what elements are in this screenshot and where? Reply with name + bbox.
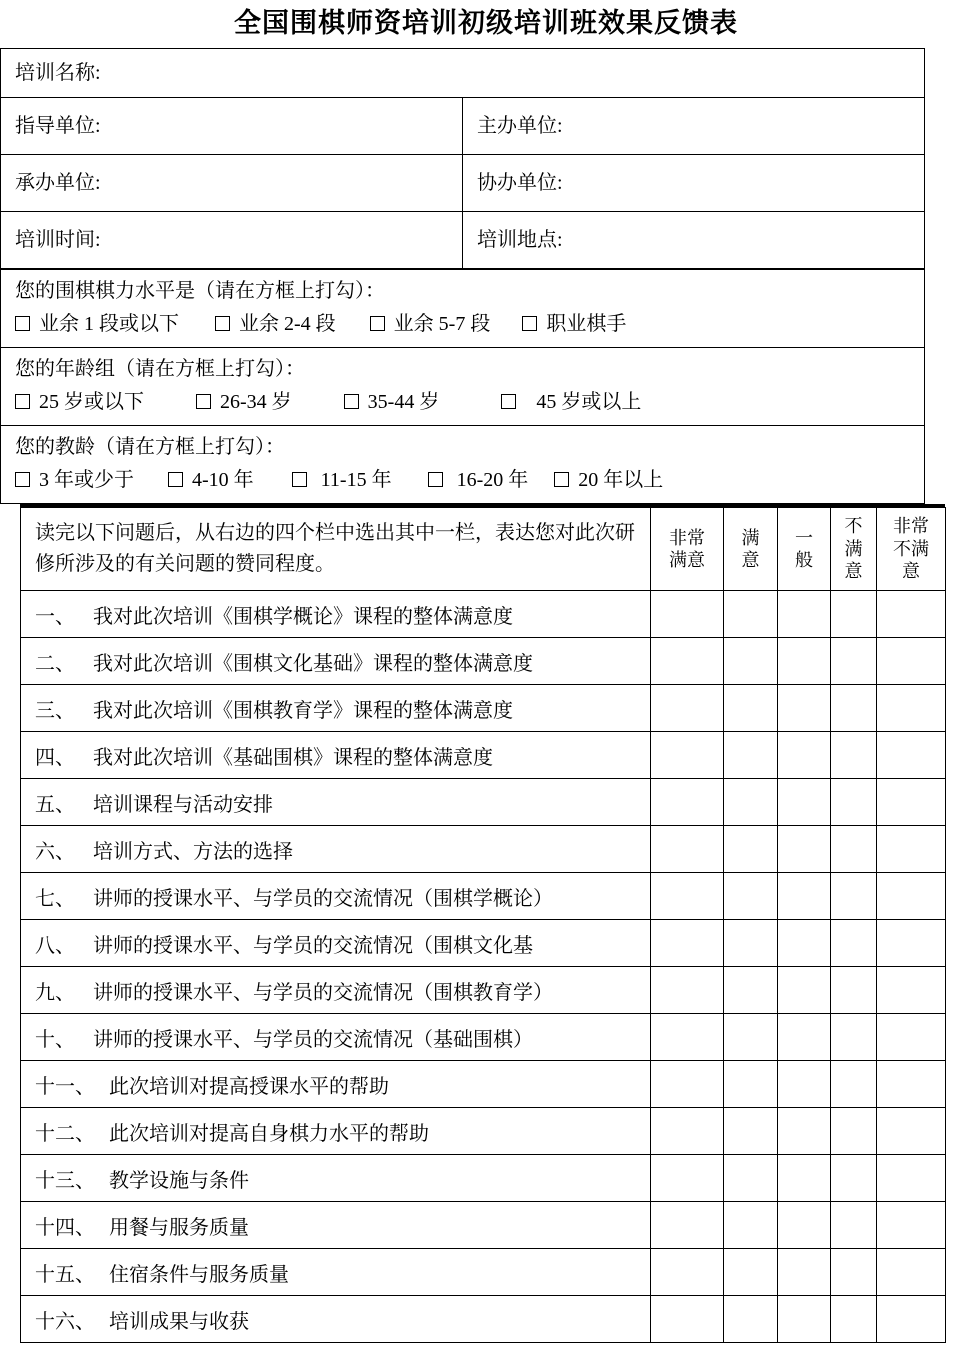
question-cell [21, 967, 651, 1014]
column-label-line: 非常 [669, 527, 705, 548]
answer-cell-dissatisfied[interactable] [831, 967, 877, 1014]
checkbox-option-years-3[interactable] [428, 464, 529, 496]
rating-table-header-row [21, 508, 946, 591]
answer-cell-very-dissatisfied[interactable] [877, 1202, 946, 1249]
rating-column-very-dissatisfied [877, 508, 946, 591]
answer-cell-average[interactable] [778, 920, 831, 967]
checkbox-icon[interactable] [522, 316, 537, 331]
answer-cell-average[interactable] [778, 638, 831, 685]
table-row [21, 1155, 946, 1202]
table-row [1, 49, 925, 98]
question-text: 讲师的授课水平、与学员的交流情况（围棋学概论） [93, 887, 553, 910]
checkbox-option-years-2[interactable] [292, 464, 392, 496]
rating-table [20, 507, 946, 1343]
column-label-line: 般 [795, 550, 813, 570]
question-number: 二、 [35, 652, 75, 675]
checkbox-label: 25 岁或以下 [39, 391, 144, 413]
demographic-row-go-level [1, 270, 925, 348]
table-row [21, 1108, 946, 1155]
checkbox-option-years-4[interactable] [554, 464, 663, 496]
question-number: 十一、 [35, 1075, 95, 1098]
question-cell [21, 1155, 651, 1202]
answer-cell-very-satisfied[interactable] [651, 826, 724, 873]
answer-cell-very-satisfied[interactable] [651, 1155, 724, 1202]
answer-cell-average[interactable] [778, 1155, 831, 1202]
answer-cell-very-dissatisfied[interactable] [877, 732, 946, 779]
answer-cell-satisfied[interactable] [724, 591, 778, 638]
checkbox-option-go-level-1[interactable] [215, 308, 336, 340]
answer-cell-very-satisfied[interactable] [651, 873, 724, 920]
answer-cell-very-dissatisfied[interactable] [877, 1155, 946, 1202]
field-host-unit[interactable]: 主办单位: [463, 98, 925, 155]
question-cell [21, 779, 651, 826]
answer-cell-very-satisfied[interactable] [651, 1202, 724, 1249]
checkbox-label: 职业棋手 [546, 313, 627, 335]
table-row [21, 591, 946, 638]
answer-cell-average[interactable] [778, 967, 831, 1014]
table-row [21, 732, 946, 779]
teaching-years-prompt: 您的教龄（请在方框上打勾）： [15, 436, 285, 458]
answer-cell-very-satisfied[interactable] [651, 967, 724, 1014]
question-cell [21, 920, 651, 967]
age-group-options [15, 386, 924, 418]
answer-cell-dissatisfied[interactable] [831, 638, 877, 685]
question-text: 此次培训对提高自身棋力水平的帮助 [109, 1122, 429, 1145]
question-cell [21, 1296, 651, 1343]
answer-cell-average[interactable] [778, 1202, 831, 1249]
answer-cell-average[interactable] [778, 1296, 831, 1343]
answer-cell-dissatisfied[interactable] [831, 1108, 877, 1155]
answer-cell-satisfied[interactable] [724, 1014, 778, 1061]
checkbox-option-go-level-2[interactable] [370, 308, 491, 340]
checkbox-option-years-1[interactable] [168, 464, 254, 496]
question-text: 住宿条件与服务质量 [109, 1263, 289, 1286]
question-text: 我对此次培训《围棋文化基础》课程的整体满意度 [93, 652, 533, 675]
answer-cell-very-dissatisfied[interactable] [877, 1249, 946, 1296]
answer-cell-satisfied[interactable] [724, 920, 778, 967]
question-text: 培训方式、方法的选择 [93, 840, 293, 863]
answer-cell-very-dissatisfied[interactable] [877, 638, 946, 685]
answer-cell-average[interactable] [778, 1108, 831, 1155]
checkbox-option-age-0[interactable] [15, 386, 144, 418]
checkbox-label: 11-15 年 [320, 469, 392, 491]
checkbox-icon[interactable] [168, 472, 183, 487]
answer-cell-dissatisfied[interactable] [831, 1202, 877, 1249]
checkbox-label: 业余 2-4 段 [239, 313, 336, 335]
field-training-name[interactable]: 培训名称: [1, 49, 925, 98]
checkbox-icon[interactable] [196, 394, 211, 409]
demographics-table [0, 269, 925, 504]
answer-cell-very-satisfied[interactable] [651, 732, 724, 779]
column-label-line: 满意 [669, 550, 705, 570]
answer-cell-very-satisfied[interactable] [651, 1061, 724, 1108]
checkbox-icon[interactable] [15, 472, 30, 487]
table-row [21, 1249, 946, 1296]
answer-cell-dissatisfied[interactable] [831, 873, 877, 920]
column-label-line: 一 [795, 527, 813, 548]
question-number: 十三、 [35, 1169, 95, 1192]
question-cell [21, 1202, 651, 1249]
checkbox-icon[interactable] [501, 394, 516, 409]
answer-cell-very-dissatisfied[interactable] [877, 591, 946, 638]
answer-cell-satisfied[interactable] [724, 732, 778, 779]
answer-cell-very-dissatisfied[interactable] [877, 1296, 946, 1343]
answer-cell-very-satisfied[interactable] [651, 1249, 724, 1296]
checkbox-option-go-level-0[interactable] [15, 308, 179, 340]
answer-cell-satisfied[interactable] [724, 1155, 778, 1202]
question-cell [21, 873, 651, 920]
checkbox-label: 45 岁或以上 [536, 391, 642, 413]
answer-cell-very-dissatisfied[interactable] [877, 1014, 946, 1061]
checkbox-label: 35-44 岁 [367, 391, 440, 413]
answer-cell-very-dissatisfied[interactable] [877, 685, 946, 732]
demographic-row-age-group [1, 348, 925, 426]
checkbox-icon[interactable] [215, 316, 230, 331]
field-training-time[interactable]: 培训时间: [1, 212, 463, 269]
field-co-organizer-unit[interactable]: 协办单位: [463, 155, 925, 212]
answer-cell-satisfied[interactable] [724, 967, 778, 1014]
table-row [21, 1014, 946, 1061]
question-number: 九、 [35, 981, 75, 1004]
checkbox-label: 16-20 年 [456, 469, 529, 491]
column-label-line: 意 [741, 550, 760, 570]
answer-cell-satisfied[interactable] [724, 826, 778, 873]
answer-cell-dissatisfied[interactable] [831, 1296, 877, 1343]
rating-column-very-satisfied [651, 508, 724, 591]
question-text: 讲师的授课水平、与学员的交流情况（基础围棋） [93, 1028, 533, 1051]
table-row [21, 967, 946, 1014]
answer-cell-very-satisfied[interactable] [651, 591, 724, 638]
question-text: 培训课程与活动安排 [93, 793, 273, 816]
question-text: 讲师的授课水平、与学员的交流情况（围棋教育学） [93, 981, 553, 1004]
checkbox-label: 业余 5-7 段 [393, 313, 491, 335]
rating-column-satisfied [724, 508, 778, 591]
demographic-row-teaching-years [1, 426, 925, 504]
rating-instruction: 读完以下问题后，从右边的四个栏中选出其中一栏，表达您对此次研修所涉及的有关问题的赞同程度。 [21, 508, 651, 591]
answer-cell-dissatisfied[interactable] [831, 685, 877, 732]
answer-cell-satisfied[interactable] [724, 638, 778, 685]
table-row [1, 98, 925, 155]
table-row [21, 1202, 946, 1249]
answer-cell-dissatisfied[interactable] [831, 920, 877, 967]
question-number: 十四、 [35, 1216, 95, 1239]
answer-cell-very-satisfied[interactable] [651, 1108, 724, 1155]
question-cell [21, 732, 651, 779]
answer-cell-satisfied[interactable] [724, 1061, 778, 1108]
answer-cell-dissatisfied[interactable] [831, 826, 877, 873]
answer-cell-very-dissatisfied[interactable] [877, 826, 946, 873]
question-number: 七、 [35, 887, 75, 910]
answer-cell-dissatisfied[interactable] [831, 1014, 877, 1061]
answer-cell-very-dissatisfied[interactable] [877, 967, 946, 1014]
answer-cell-average[interactable] [778, 873, 831, 920]
column-label-line: 意 [902, 561, 920, 582]
checkbox-option-age-3[interactable] [501, 386, 641, 418]
answer-cell-very-dissatisfied[interactable] [877, 1108, 946, 1155]
checkbox-label: 3 年或少于 [39, 469, 134, 491]
question-cell [21, 1249, 651, 1296]
question-number: 十、 [35, 1028, 75, 1051]
checkbox-option-age-2[interactable] [344, 386, 440, 418]
answer-cell-very-dissatisfied[interactable] [877, 873, 946, 920]
column-label-line: 意 [844, 561, 863, 582]
answer-cell-average[interactable] [778, 1061, 831, 1108]
column-label-line: 满 [741, 527, 760, 548]
question-number: 四、 [35, 746, 75, 769]
question-number: 五、 [35, 793, 75, 816]
answer-cell-dissatisfied[interactable] [831, 1155, 877, 1202]
question-text: 我对此次培训《基础围棋》课程的整体满意度 [93, 746, 493, 769]
answer-cell-very-dissatisfied[interactable] [877, 779, 946, 826]
checkbox-label: 26-34 岁 [220, 391, 292, 413]
checkbox-icon[interactable] [370, 316, 385, 331]
field-training-place[interactable]: 培训地点: [463, 212, 925, 269]
column-label-line: 满 [844, 538, 863, 559]
answer-cell-average[interactable] [778, 1014, 831, 1061]
training-info-table [0, 48, 925, 269]
answer-cell-dissatisfied[interactable] [831, 1249, 877, 1296]
table-row [21, 685, 946, 732]
question-number: 六、 [35, 840, 75, 863]
checkbox-option-age-1[interactable] [196, 386, 292, 418]
go-level-options [15, 308, 924, 340]
question-cell [21, 638, 651, 685]
checkbox-label: 4-10 年 [192, 469, 254, 491]
checkbox-label: 业余 1 段或以下 [39, 313, 179, 335]
answer-cell-satisfied[interactable] [724, 1249, 778, 1296]
answer-cell-very-satisfied[interactable] [651, 1014, 724, 1061]
checkbox-label: 20 年以上 [578, 469, 664, 491]
question-number: 十二、 [35, 1122, 95, 1145]
question-text: 我对此次培训《围棋教育学》课程的整体满意度 [93, 699, 513, 722]
question-cell [21, 826, 651, 873]
question-cell [21, 1061, 651, 1108]
go-level-prompt: 您的围棋棋力水平是（请在方框上打勾）： [15, 280, 385, 302]
table-row [21, 920, 946, 967]
checkbox-icon[interactable] [292, 472, 307, 487]
question-cell [21, 1108, 651, 1155]
table-row [21, 1296, 946, 1343]
question-text: 此次培训对提高授课水平的帮助 [109, 1075, 389, 1098]
rating-column-dissatisfied [831, 508, 877, 591]
rating-column-average [778, 508, 831, 591]
checkbox-icon[interactable] [15, 394, 30, 409]
question-cell [21, 591, 651, 638]
table-row [1, 155, 925, 212]
teaching-years-options [15, 464, 924, 496]
question-text: 我对此次培训《围棋学概论》课程的整体满意度 [93, 605, 513, 628]
question-text: 讲师的授课水平、与学员的交流情况（围棋文化基 [93, 934, 533, 957]
column-label-line: 不 [844, 516, 863, 537]
checkbox-icon[interactable] [554, 472, 569, 487]
checkbox-icon[interactable] [428, 472, 443, 487]
answer-cell-dissatisfied[interactable] [831, 591, 877, 638]
question-number: 八、 [35, 934, 75, 957]
table-row [21, 638, 946, 685]
checkbox-icon[interactable] [344, 394, 359, 409]
answer-cell-very-satisfied[interactable] [651, 1296, 724, 1343]
answer-cell-very-dissatisfied[interactable] [877, 1061, 946, 1108]
answer-cell-very-dissatisfied[interactable] [877, 920, 946, 967]
age-group-prompt: 您的年龄组（请在方框上打勾）： [15, 358, 305, 380]
answer-cell-average[interactable] [778, 1249, 831, 1296]
answer-cell-satisfied[interactable] [724, 1108, 778, 1155]
answer-cell-satisfied[interactable] [724, 1296, 778, 1343]
answer-cell-satisfied[interactable] [724, 685, 778, 732]
question-cell [21, 1014, 651, 1061]
checkbox-icon[interactable] [15, 316, 30, 331]
answer-cell-dissatisfied[interactable] [831, 779, 877, 826]
checkbox-option-years-0[interactable] [15, 464, 134, 496]
field-organizer-unit[interactable]: 承办单位: [1, 155, 463, 212]
question-number: 三、 [35, 699, 75, 722]
question-text: 培训成果与收获 [109, 1310, 249, 1333]
answer-cell-satisfied[interactable] [724, 873, 778, 920]
answer-cell-dissatisfied[interactable] [831, 1061, 877, 1108]
table-row [21, 1061, 946, 1108]
table-row [21, 826, 946, 873]
answer-cell-average[interactable] [778, 732, 831, 779]
column-label-line: 非常 [893, 516, 929, 537]
table-row [21, 873, 946, 920]
field-guidance-unit[interactable]: 指导单位: [1, 98, 463, 155]
answer-cell-dissatisfied[interactable] [831, 732, 877, 779]
answer-cell-satisfied[interactable] [724, 1202, 778, 1249]
question-number: 十六、 [35, 1310, 95, 1333]
answer-cell-very-satisfied[interactable] [651, 685, 724, 732]
table-row [1, 212, 925, 269]
answer-cell-very-satisfied[interactable] [651, 638, 724, 685]
answer-cell-average[interactable] [778, 685, 831, 732]
answer-cell-very-satisfied[interactable] [651, 779, 724, 826]
question-text: 教学设施与条件 [109, 1169, 249, 1192]
column-label-line: 不满 [893, 538, 929, 559]
answer-cell-average[interactable] [778, 779, 831, 826]
table-row [21, 779, 946, 826]
question-number: 十五、 [35, 1263, 95, 1286]
question-number: 一、 [35, 605, 75, 628]
page-title: 全国围棋师资培训初级培训班效果反馈表 [234, 8, 738, 38]
answer-cell-average[interactable] [778, 591, 831, 638]
question-cell [21, 685, 651, 732]
checkbox-option-go-level-3[interactable] [522, 308, 626, 340]
answer-cell-satisfied[interactable] [724, 779, 778, 826]
answer-cell-average[interactable] [778, 826, 831, 873]
answer-cell-very-satisfied[interactable] [651, 920, 724, 967]
question-text: 用餐与服务质量 [109, 1216, 249, 1239]
